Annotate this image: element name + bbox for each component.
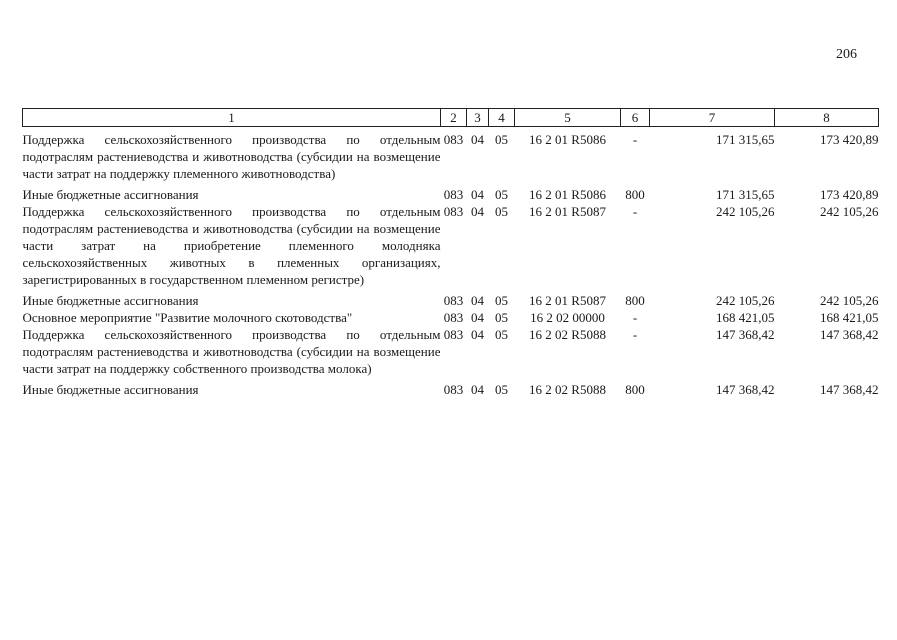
header-col-3: 3: [467, 109, 489, 127]
row-code-subsection: 05: [495, 293, 508, 308]
row-code-admin: 083: [443, 382, 464, 397]
row-name: Основное мероприятие "Развитие молочного скотоводства": [22, 310, 353, 325]
row-code-section: 04: [471, 187, 484, 202]
row-code-target: 16 2 02 00000: [530, 310, 605, 325]
row-code-expense-type: 800: [625, 382, 645, 397]
row-name: Иные бюджетные ассигнования: [22, 382, 199, 397]
row-code-target: 16 2 01 R5087: [529, 293, 606, 308]
row-code-subsection: 05: [495, 382, 508, 397]
header-col-7: 7: [650, 109, 775, 127]
row-code-target: 16 2 01 R5087: [529, 204, 606, 219]
row-amount-col8: 173 420,89: [820, 132, 879, 147]
header-col-6: 6: [621, 109, 650, 127]
table-row: [23, 377, 879, 398]
row-amount-col7: 171 315,65: [716, 187, 775, 202]
table-row: [23, 309, 879, 326]
row-amount-col8: 147 368,42: [820, 327, 879, 342]
row-code-expense-type: -: [632, 132, 638, 147]
row-code-subsection: 05: [495, 327, 508, 342]
row-amount-col8: 173 420,89: [820, 187, 879, 202]
row-code-subsection: 05: [495, 187, 508, 202]
header-col-1: 1: [23, 109, 441, 127]
row-amount-col7: 147 368,42: [716, 382, 775, 397]
row-name: Поддержка сельскохозяйственного производства по отдельным подотраслям растениеводства и животноводства (субсидии на возмещение части затрат на приобретение племенного молодняка сельскохозяйственных животных в племенных организациях, зарегистрированных в государственном племенном регистре): [22, 204, 441, 287]
table-row: [23, 127, 879, 183]
row-code-subsection: 05: [495, 310, 508, 325]
row-amount-col7: 171 315,65: [716, 132, 775, 147]
row-code-admin: 083: [443, 310, 464, 325]
row-code-expense-type: 800: [625, 187, 645, 202]
row-code-expense-type: -: [632, 310, 638, 325]
row-code-target: 16 2 01 R5086: [529, 187, 606, 202]
table-row: [23, 203, 879, 288]
row-code-section: 04: [471, 382, 484, 397]
row-name: Поддержка сельскохозяйственного производства по отдельным подотраслям растениеводства и животноводства (субсидии на возмещение части затрат на поддержку племенного животноводства): [22, 132, 441, 181]
row-amount-col8: 242 105,26: [820, 293, 879, 308]
header-col-4: 4: [489, 109, 515, 127]
row-code-target: 16 2 02 R5088: [529, 382, 606, 397]
row-code-admin: 083: [443, 293, 464, 308]
row-amount-col7: 242 105,26: [716, 293, 775, 308]
row-code-target: 16 2 02 R5088: [529, 327, 606, 342]
row-code-admin: 083: [443, 327, 464, 342]
budget-table: [22, 108, 879, 398]
row-code-admin: 083: [443, 204, 464, 219]
row-code-section: 04: [471, 132, 484, 147]
row-amount-col7: 242 105,26: [716, 204, 775, 219]
table-row: [23, 288, 879, 309]
row-code-section: 04: [471, 310, 484, 325]
header-col-8: 8: [775, 109, 879, 127]
header-col-2: 2: [441, 109, 467, 127]
row-name: Поддержка сельскохозяйственного производства по отдельным подотраслям растениеводства и животноводства (субсидии на возмещение части затрат на поддержку собственного производства молока): [22, 327, 441, 376]
row-code-section: 04: [471, 327, 484, 342]
header-col-5: 5: [515, 109, 621, 127]
table-row: [23, 182, 879, 203]
row-amount-col8: 147 368,42: [820, 382, 879, 397]
row-name: Иные бюджетные ассигнования: [22, 187, 199, 202]
row-name: Иные бюджетные ассигнования: [22, 293, 199, 308]
row-amount-col7: 147 368,42: [716, 327, 775, 342]
row-amount-col8: 242 105,26: [820, 204, 879, 219]
row-code-admin: 083: [443, 132, 464, 147]
row-amount-col7: 168 421,05: [716, 310, 775, 325]
header-row: [23, 109, 879, 127]
row-amount-col8: 168 421,05: [820, 310, 879, 325]
table-row: [23, 326, 879, 377]
row-code-expense-type: -: [632, 327, 638, 342]
row-code-section: 04: [471, 204, 484, 219]
row-code-expense-type: -: [632, 204, 638, 219]
page-number: 206: [836, 47, 857, 62]
row-code-admin: 083: [443, 187, 464, 202]
row-code-expense-type: 800: [625, 293, 645, 308]
row-code-subsection: 05: [495, 132, 508, 147]
row-code-subsection: 05: [495, 204, 508, 219]
row-code-section: 04: [471, 293, 484, 308]
row-code-target: 16 2 01 R5086: [529, 132, 606, 147]
